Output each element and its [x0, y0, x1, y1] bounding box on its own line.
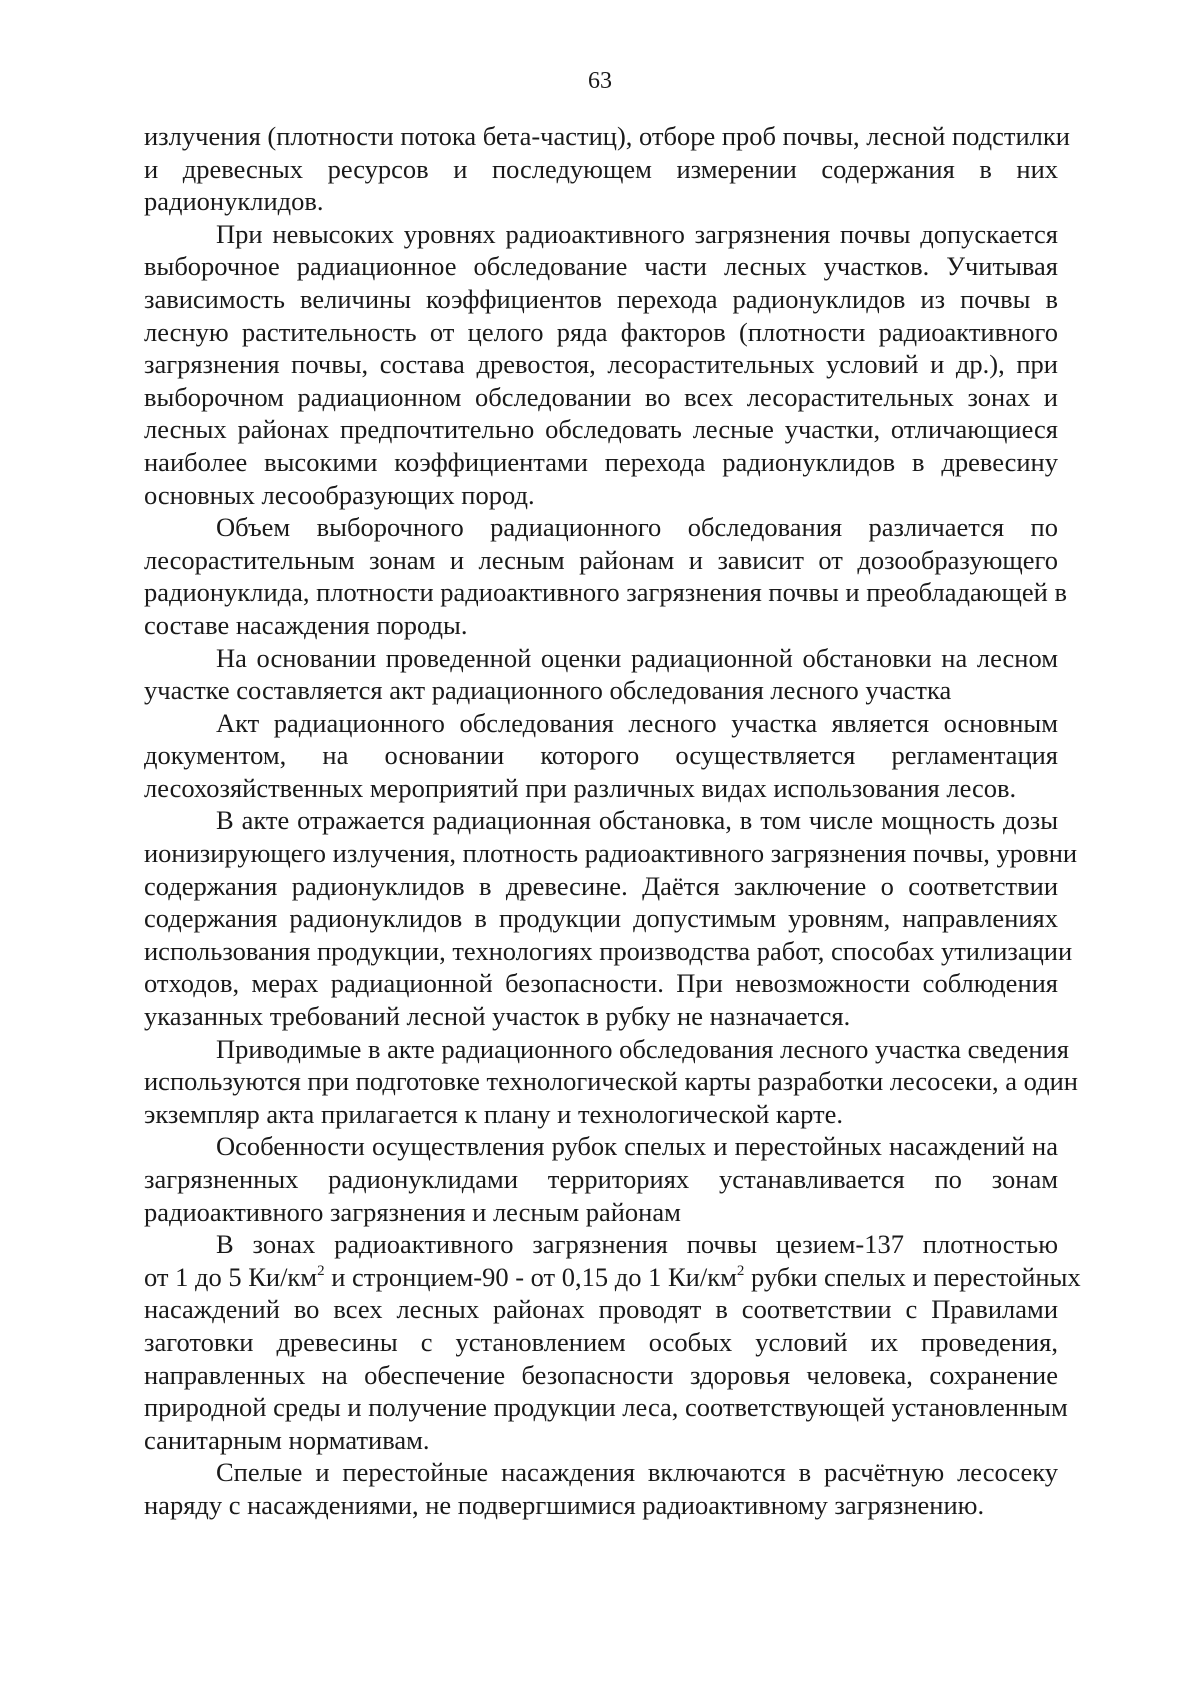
- text-line: направленных на обеспечение безопасности здоровья человека, сохранение: [144, 1359, 1058, 1390]
- text-line: На основании проведенной оценки радиационной обстановки на лесном: [216, 642, 1058, 673]
- paragraph: [144, 707, 1058, 805]
- text-line: Спелые и перестойные насаждения включаются в расчётную лесосеку: [216, 1457, 1058, 1488]
- text-line: документом, на основании которого осуществляется регламентация: [144, 740, 1058, 771]
- text-line: В акте отражается радиационная обстановка, в том числе мощность дозы: [216, 805, 1058, 836]
- paragraph: [144, 1228, 1081, 1456]
- text-fragment: и стронцием-90 - от 0,15 до 1 Ки/км: [324, 1261, 737, 1292]
- text-line: используются при подготовке технологической карты разработки лесосеки, а один: [144, 1066, 1078, 1097]
- text-line: насаждений во всех лесных районах проводят в соответствии с Правилами: [144, 1294, 1058, 1325]
- paragraph: [144, 218, 1058, 511]
- text-line: наиболее высокими коэффициентами перехода радионуклидов в древесину: [144, 446, 1058, 477]
- text-line: Приводимые в акте радиационного обследования лесного участка сведения: [216, 1033, 1069, 1064]
- text-line: заготовки древесины с установлением особых условий их проведения,: [144, 1326, 1058, 1357]
- text-line: радионуклида, плотности радиоактивного загрязнения почвы и преобладающей в: [144, 577, 1067, 608]
- text-line: ионизирующего излучения, плотность радиоактивного загрязнения почвы, уровни: [144, 838, 1078, 869]
- paragraph: [144, 642, 1058, 707]
- text-line: зависимость величины коэффициентов перехода радионуклидов из почвы в: [144, 283, 1058, 314]
- text-fragment: рубки спелых и перестойных: [744, 1261, 1081, 1292]
- text-line: При невысоких уровнях радиоактивного загрязнения почвы допускается: [216, 218, 1058, 249]
- text-line: использования продукции, технологиях производства работ, способах утилизации: [144, 935, 1073, 966]
- text-line: содержания радионуклидов в древесине. Даётся заключение о соответствии: [144, 870, 1058, 901]
- text-line: Особенности осуществления рубок спелых и перестойных насаждений на: [216, 1131, 1058, 1162]
- paragraph: [144, 511, 1067, 641]
- text-line-with-superscripts: [144, 1261, 1081, 1294]
- text-line: указанных требований лесной участок в рубку не назначается.: [144, 1001, 851, 1032]
- text-line: лесных районах предпочтительно обследовать лесные участки, отличающиеся: [144, 414, 1058, 445]
- superscript: 2: [317, 1262, 325, 1279]
- text-line: основных лесообразующих пород.: [144, 479, 535, 510]
- body-text: [144, 120, 1081, 1522]
- text-line: загрязнения почвы, состава древостоя, лесорастительных условий и др.), при: [144, 349, 1058, 380]
- text-line: излучения (плотности потока бета-частиц), отборе проб почвы, лесной подстилки: [144, 121, 1070, 151]
- paragraph: [144, 120, 1070, 218]
- text-line: лесную растительность от целого ряда факторов (плотности радиоактивного: [144, 316, 1058, 347]
- paragraph: [144, 1033, 1078, 1131]
- text-line: выборочном радиационном обследовании во всех лесорастительных зонах и: [144, 381, 1058, 412]
- text-line: В зонах радиоактивного загрязнения почвы цезием-137 плотностью: [216, 1229, 1058, 1260]
- text-line: лесохозяйственных мероприятий при различных видах использования лесов.: [144, 772, 1017, 803]
- text-line: радионуклидов.: [144, 186, 324, 217]
- text-line: Объем выборочного радиационного обследования различается по: [216, 512, 1058, 543]
- text-line: Акт радиационного обследования лесного участка является основным: [216, 707, 1058, 738]
- text-line: экземпляр акта прилагается к плану и технологической карте.: [144, 1098, 844, 1129]
- text-line: радиоактивного загрязнения и лесным районам: [144, 1196, 681, 1227]
- text-line: содержания радионуклидов в продукции допустимым уровням, направлениях: [144, 903, 1058, 934]
- text-line: наряду с насаждениями, не подвергшимися радиоактивному загрязнению.: [144, 1489, 985, 1520]
- text-line: выборочное радиационное обследование части лесных участков. Учитывая: [144, 251, 1058, 282]
- text-line: санитарным нормативам.: [144, 1424, 430, 1455]
- text-line: участке составляется акт радиационного обследования лесного участка: [144, 675, 952, 706]
- text-line: лесорастительным зонам и лесным районам и зависит от дозообразующего: [144, 544, 1058, 575]
- text-fragment: от 1 до 5 Ки/км: [144, 1261, 318, 1292]
- text-line: загрязненных радионуклидами территориях устанавливается по зонам: [144, 1164, 1058, 1194]
- paragraph: [144, 804, 1078, 1032]
- paragraph: [144, 1456, 1058, 1521]
- text-line: отходов, мерах радиационной безопасности. При невозможности соблюдения: [144, 968, 1058, 999]
- page-number: 63: [588, 68, 612, 94]
- paragraph: [144, 1130, 1058, 1228]
- text-line: природной среды и получение продукции леса, соответствующей установленным: [144, 1392, 1068, 1423]
- superscript: 2: [736, 1262, 745, 1279]
- text-line: и древесных ресурсов и последующем измерении содержания в них: [144, 153, 1058, 184]
- text-line: составе насаждения породы.: [144, 609, 468, 640]
